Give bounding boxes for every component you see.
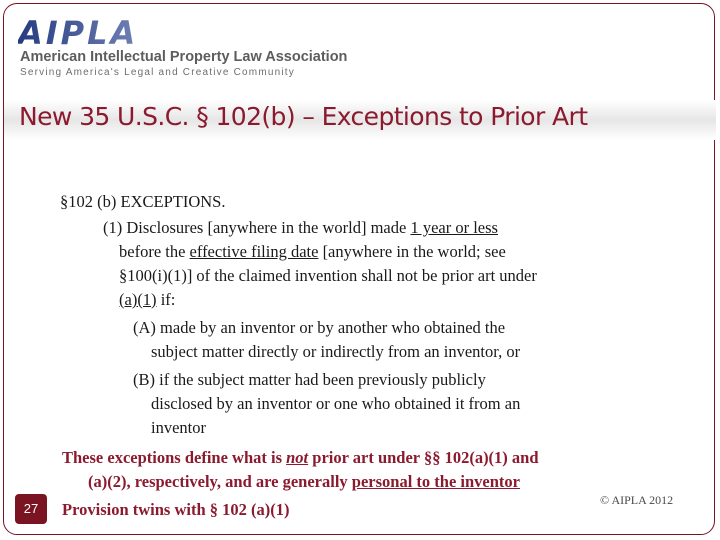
underlined-text: (a)(1) xyxy=(119,290,157,309)
text-span: before the xyxy=(119,242,190,261)
note-line-1 xyxy=(62,448,539,468)
underlined-text: 1 year or less xyxy=(410,218,498,237)
text-span: (1) Disclosures [anywhere in the world] made xyxy=(103,218,411,237)
note-line-3: Provision twins with § 102 (a)(1) xyxy=(62,500,290,519)
item-b-line-3: inventor xyxy=(151,418,206,437)
text-span: These exceptions define what is xyxy=(62,448,287,467)
item-a-line-2: subject matter directly or indirectly from an inventor, or xyxy=(151,342,521,361)
aipla-logo-letters: AIPLA xyxy=(18,16,139,48)
text-span: [anywhere in the world; see xyxy=(318,242,506,261)
item-b-line-2: disclosed by an inventor or one who obtained it from an xyxy=(151,394,521,413)
item-b-line-1: (B) if the subject matter had been previously publicly xyxy=(133,370,486,389)
underlined-text: personal to the inventor xyxy=(351,472,520,491)
exception-1-line-1 xyxy=(103,218,498,238)
emphasis-not: not xyxy=(286,448,309,467)
exception-1-line-4 xyxy=(119,290,175,310)
logo-tagline: Serving America's Legal and Creative Community xyxy=(20,67,295,78)
exception-1-line-2 xyxy=(119,242,506,262)
text-span: (a)(2), respectively, and are generally xyxy=(88,472,352,491)
page-number-badge: 27 xyxy=(15,494,47,524)
item-a-line-1: (A) made by an inventor or by another who obtained the xyxy=(133,318,506,337)
slide-title: New 35 U.S.C. § 102(b) – Exceptions to Prior Art xyxy=(19,102,588,131)
underlined-text: effective filing date xyxy=(189,242,319,261)
section-heading: §102 (b) EXCEPTIONS. xyxy=(60,192,226,211)
copyright-notice: © AIPLA 2012 xyxy=(600,493,674,507)
exception-1-line-3: §100(i)(1)] of the claimed invention shall not be prior art under xyxy=(119,266,537,285)
logo-organization-name: American Intellectual Property Law Association xyxy=(20,49,348,65)
text-span: if: xyxy=(156,290,176,309)
note-line-2 xyxy=(88,472,520,492)
text-span: prior art under §§ 102(a)(1) and xyxy=(308,448,539,467)
